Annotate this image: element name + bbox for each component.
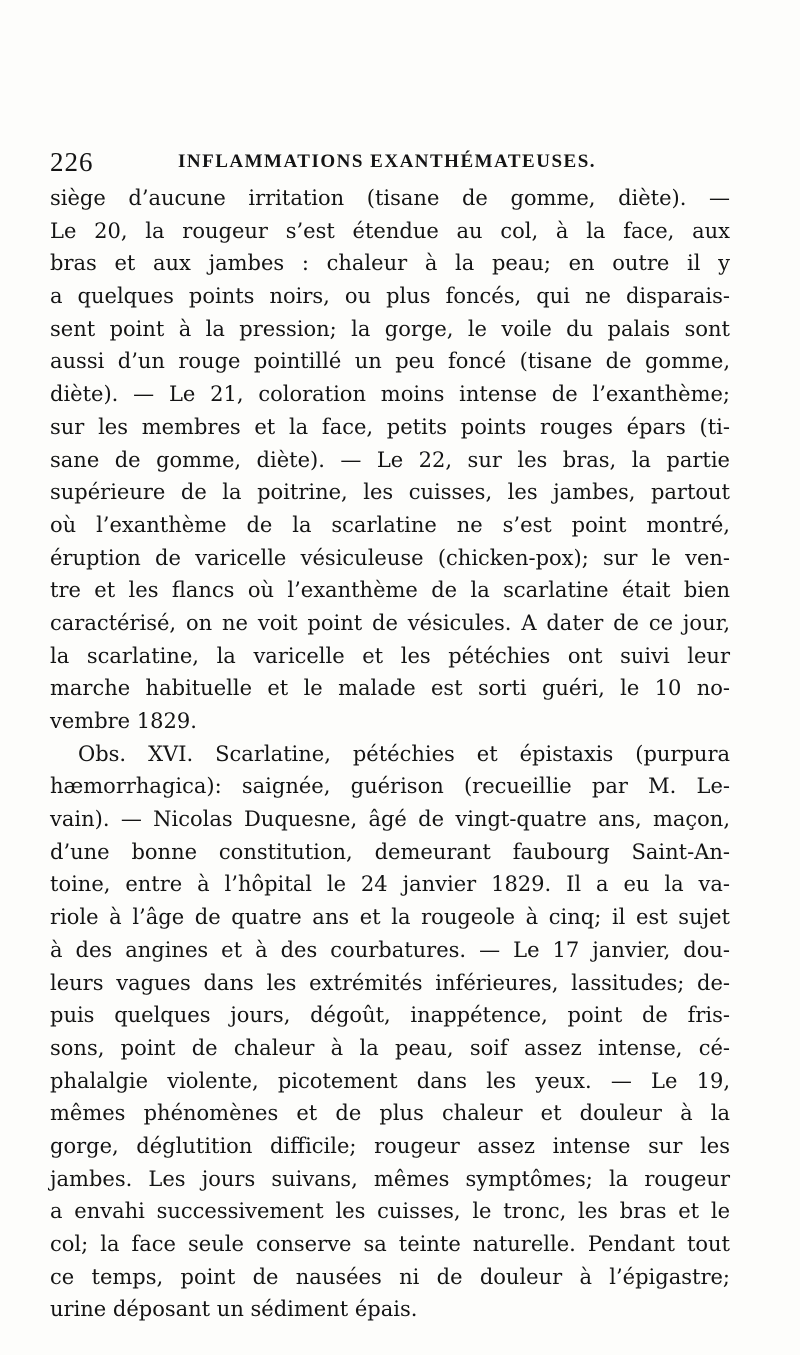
text-line: Obs. XVI. Scarlatine, pétéchies et épistaxis (purpura	[78, 741, 730, 766]
text-line: Le 20, la rougeur s’est étendue au col, à la face, aux	[50, 218, 730, 243]
text-line: où l’exanthème de la scarlatine ne s’est point montré,	[50, 512, 730, 537]
text-line: urine déposant un sédiment épais.	[50, 1297, 418, 1322]
text-line: a quelques points noirs, ou plus foncés, qui ne disparais-	[50, 284, 730, 309]
text-line: diète). — Le 21, coloration moins intense de l’exanthème;	[50, 382, 730, 407]
text-line: aussi d’un rouge pointillé un peu foncé (tisane de gomme,	[50, 349, 730, 374]
text-line: mêmes phénomènes et de plus chaleur et douleur à la	[50, 1101, 730, 1126]
page-number: 226	[50, 147, 94, 177]
text-line: riole à l’âge de quatre ans et la rougeole à cinq; il est sujet	[50, 905, 730, 930]
text-line: toine, entre à l’hôpital le 24 janvier 1829. Il a eu la va-	[50, 872, 730, 897]
text-line: hæmorrhagica): saignée, guérison (recueillie par M. Le-	[50, 774, 730, 799]
text-line: vembre 1829.	[50, 709, 197, 733]
text-line: jambes. Les jours suivans, mêmes symptômes; la rougeur	[50, 1166, 730, 1191]
text-line: leurs vagues dans les extrémités inférieures, lassitudes; de-	[50, 970, 730, 995]
text-line: à des angines et à des courbatures. — Le 17 janvier, dou-	[50, 937, 730, 962]
text-line: col; la face seule conserve sa teinte naturelle. Pendant tout	[50, 1232, 730, 1256]
text-line: tre et les flancs où l’exanthème de la scarlatine était bien	[50, 578, 730, 603]
text-line: sane de gomme, diète). — Le 22, sur les bras, la partie	[50, 447, 730, 472]
text-line: a envahi successivement les cuisses, le tronc, les bras et le	[50, 1199, 730, 1224]
text-line: d’une bonne constitution, demeurant faubourg Saint-An-	[50, 839, 730, 864]
text-line: sent point à la pression; la gorge, le voile du palais sont	[50, 316, 730, 341]
text-line: puis quelques jours, dégoût, inappétence, point de fris-	[50, 1003, 730, 1028]
text-line: la scarlatine, la varicelle et les pétéchies ont suivi leur	[50, 643, 730, 668]
text-line: ce temps, point de nausées ni de douleur à l’épigastre;	[50, 1264, 730, 1289]
body-text	[50, 182, 730, 1326]
text-line: marche habituelle et le malade est sorti guéri, le 10 no-	[50, 676, 730, 701]
text-line: phalalgie violente, picotement dans les yeux. — Le 19,	[50, 1068, 730, 1093]
text-line: sur les membres et la face, petits points rouges épars (ti-	[50, 414, 730, 439]
text-line: bras et aux jambes : chaleur à la peau; en outre il y	[50, 251, 730, 276]
text-line: sons, point de chaleur à la peau, soif assez intense, cé-	[50, 1035, 730, 1060]
text-line: siège d’aucune irritation (tisane de gomme, diète). —	[50, 186, 730, 210]
text-line: caractérisé, on ne voit point de vésicules. A dater de ce jour,	[50, 610, 730, 635]
text-line: supérieure de la poitrine, les cuisses, les jambes, partout	[50, 480, 730, 505]
running-head: INFLAMMATIONS EXANTHÉMATEUSES.	[178, 151, 597, 172]
page-header	[50, 147, 750, 181]
text-line: gorge, déglutition difficile; rougeur assez intense sur les	[50, 1133, 730, 1158]
text-line: vain). — Nicolas Duquesne, âgé de vingt-quatre ans, maçon,	[50, 807, 730, 832]
text-line: éruption de varicelle vésiculeuse (chicken-pox); sur le ven-	[50, 545, 730, 570]
